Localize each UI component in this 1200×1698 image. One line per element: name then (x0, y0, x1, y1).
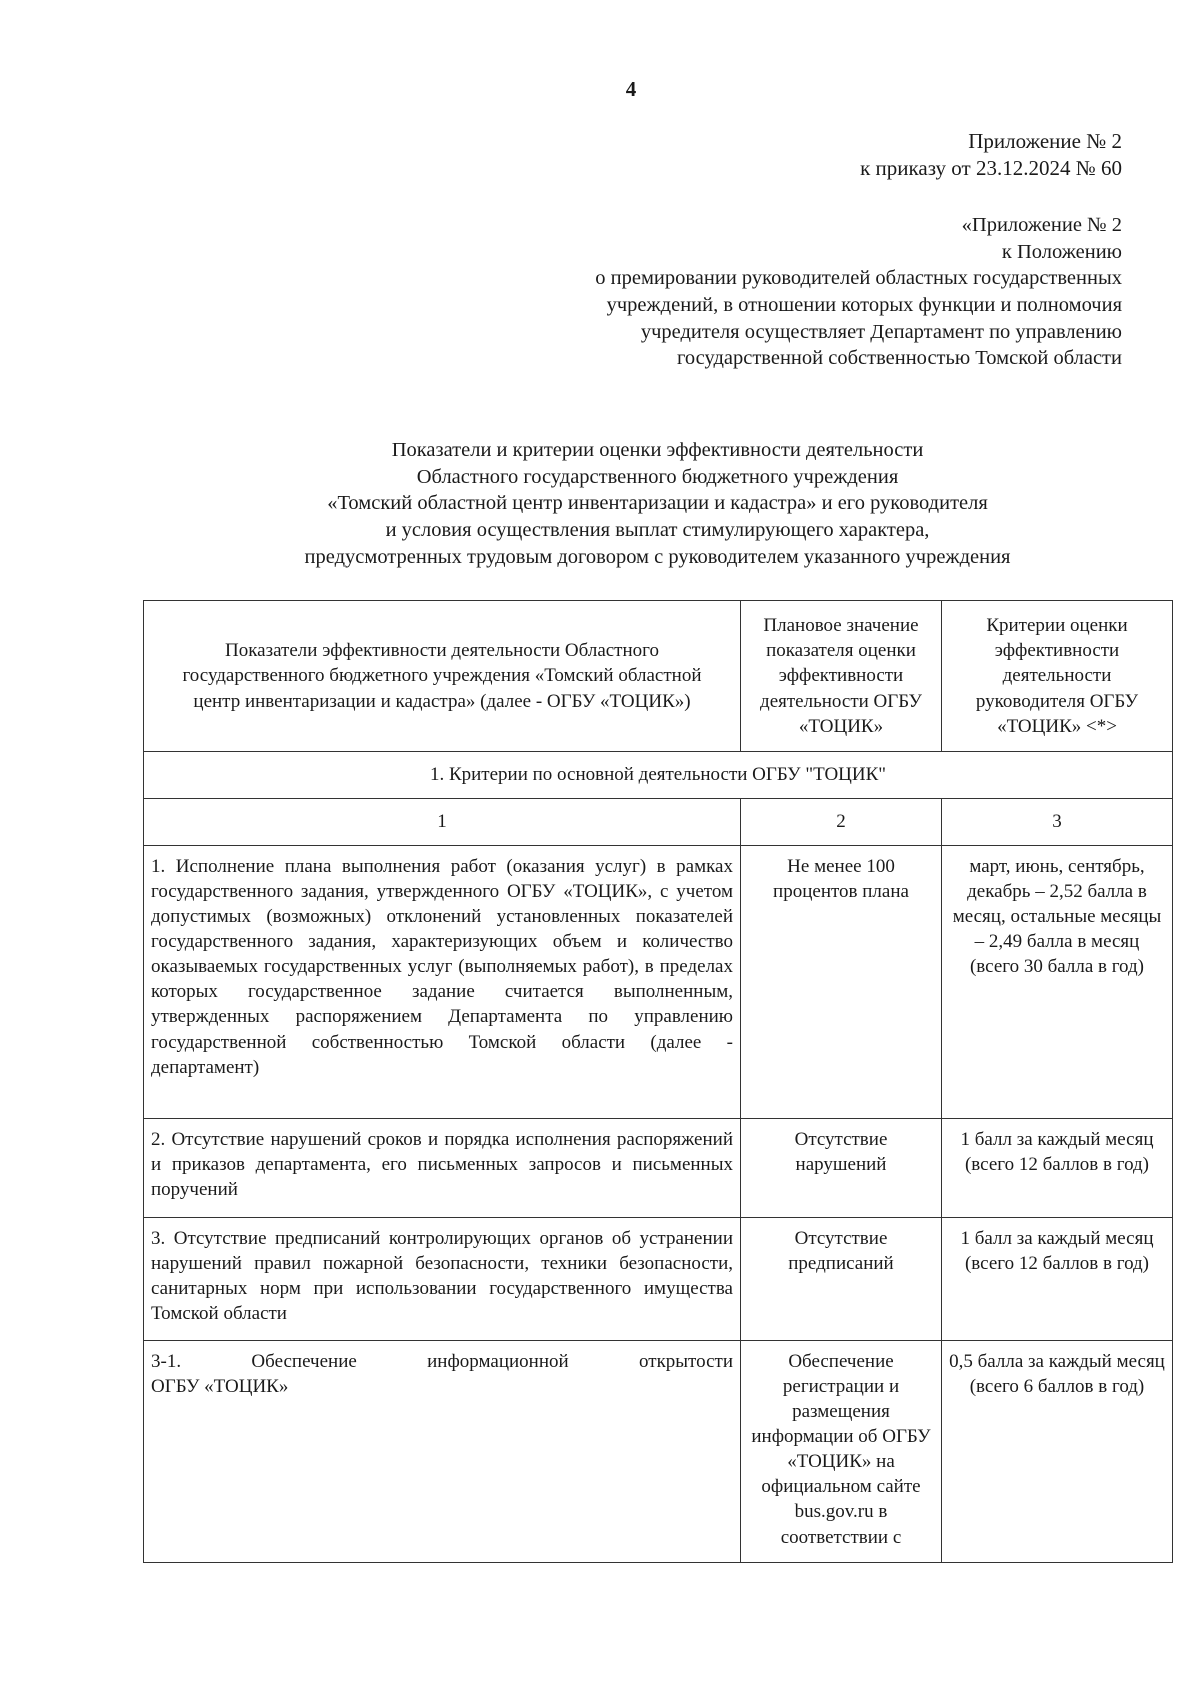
section-title: 1. Критерии по основной деятельности ОГБУ "ТОЦИК" (144, 752, 1173, 799)
annex-block-line: государственной собственностью Томской области (677, 347, 1122, 370)
header-criteria: Критерии оценки эффективности деятельности руководителя ОГБУ «ТОЦИК» <*> (942, 601, 1173, 752)
document-title (145, 437, 1170, 570)
indicator-line: ОГБУ «ТОЦИК» (151, 1376, 289, 1398)
indicator-cell: 2. Отсутствие нарушений сроков и порядка исполнения распоряжений и приказов департамента, его письменных запросов и письменных поручений (144, 1119, 741, 1218)
annex-block-line: «Приложение № 2 (961, 214, 1122, 236)
annex-regulation-block (362, 212, 1122, 372)
table-row (144, 1341, 1173, 1563)
column-number: 3 (942, 799, 1173, 846)
header-plan-value: Плановое значение показателя оценки эффективности деятельности ОГБУ «ТОЦИК» (741, 601, 942, 752)
annex-block-line: к Положению (1001, 240, 1122, 263)
page-number: 4 (625, 77, 637, 101)
annex-ref-line: к приказу от 23.12.2024 № 60 (860, 156, 1122, 181)
criteria-table (143, 600, 1173, 1563)
column-number: 2 (741, 799, 942, 846)
title-line: предусмотренных трудовым договором с руководителем указанного учреждения (304, 545, 1011, 568)
annex-block-line: о премировании руководителей областных государственных (595, 267, 1122, 290)
table-row (144, 1119, 1173, 1218)
plan-cell: Обеспечение регистрации и размещения информации об ОГБУ «ТОЦИК» на официальном сайте bus.gov.ru в соответствии с (741, 1341, 942, 1563)
criteria-cell: 1 балл за каждый месяц (всего 12 баллов в год) (942, 1218, 1173, 1341)
title-line: Областного государственного бюджетного учреждения (416, 465, 899, 488)
plan-cell: Отсутствие нарушений (741, 1119, 942, 1218)
annex-reference (860, 128, 1122, 183)
criteria-cell: март, июнь, сентябрь, декабрь – 2,52 балла в месяц, остальные месяцы – 2,49 балла в месяц (всего 30 балла в год) (942, 846, 1173, 1119)
plan-cell: Отсутствие предписаний (741, 1218, 942, 1341)
table-header-row (144, 601, 1173, 752)
section-row (144, 752, 1173, 799)
annex-block-line: учреждений, в отношении которых функции и полномочия (606, 293, 1122, 316)
annex-block-line: учредителя осуществляет Департамент по управлению (640, 320, 1122, 343)
column-number: 1 (144, 799, 741, 846)
title-line: и условия осуществления выплат стимулирующего характера, (385, 518, 930, 541)
indicator-line: 3-1. Обеспечение информационной открытости (151, 1351, 733, 1372)
criteria-cell: 0,5 балла за каждый месяц (всего 6 баллов в год) (942, 1341, 1173, 1563)
table-row (144, 1218, 1173, 1341)
table-row (144, 846, 1173, 1119)
criteria-cell: 1 балл за каждый месяц (всего 12 баллов в год) (942, 1119, 1173, 1218)
column-numbers-row (144, 799, 1173, 846)
title-line: «Томский областной центр инвентаризации и кадастра» и его руководителя (327, 492, 988, 515)
annex-ref-line: Приложение № 2 (968, 129, 1122, 153)
indicator-cell: 3. Отсутствие предписаний контролирующих органов об устранении нарушений правил пожарной безопасности, техники безопасности, санитарных норм при использовании государственного имущества Томской области (144, 1218, 741, 1341)
plan-cell: Не менее 100 процентов плана (741, 846, 942, 1119)
title-line: Показатели и критерии оценки эффективности деятельности (391, 439, 924, 461)
header-indicators: Показатели эффективности деятельности Областного государственного бюджетного учреждения «Томский областной центр инвентаризации и кадастра» (далее - ОГБУ «ТОЦИК») (144, 601, 741, 752)
indicator-cell (144, 1341, 741, 1563)
indicator-cell: 1. Исполнение плана выполнения работ (оказания услуг) в рамках государственного задания, утвержденного ОГБУ «ТОЦИК», с учетом допустимых (возможных) отклонений установленных показателей государственного задания, характеризующих объем и количество оказываемых государственных услуг (выполняемых работ), в пределах которых государственное задание считается выполненным, утвержденных распоряжением Департамента по управлению государственной собственностью Томской области (далее - департамент) (144, 846, 741, 1119)
